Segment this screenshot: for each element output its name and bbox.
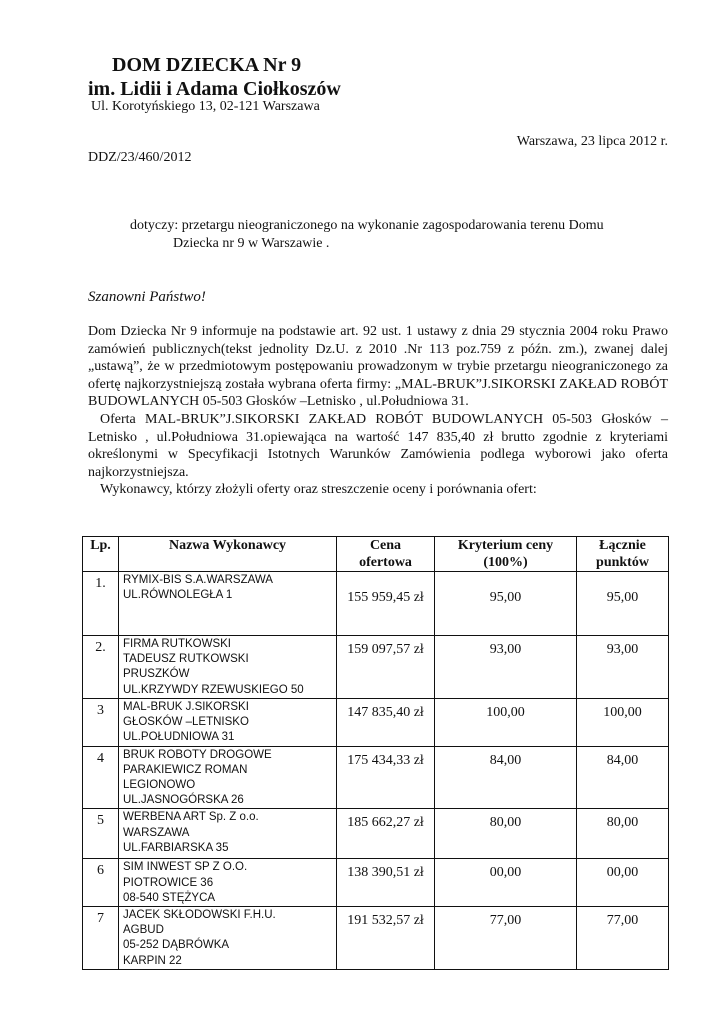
contractor-name-line: GŁOSKÓW –LETNISKO — [123, 716, 249, 729]
contractor-name-line: MAL-BRUK J.SIKORSKI — [123, 701, 249, 713]
contractor-name-line: UL.FARBIARSKA 35 — [123, 841, 229, 854]
row-criterion-score: 93,00 — [435, 636, 577, 699]
contractor-name-line: SIM INWEST SP Z O.O. — [123, 861, 248, 874]
contractor-name-line: UL.POŁUDNIOWA 31 — [123, 731, 235, 744]
header-criterion-line1: Kryterium ceny — [457, 538, 554, 553]
row-contractor-name — [119, 746, 337, 809]
row-lp: 6 — [83, 859, 119, 907]
contractor-name-line: TADEUSZ RUTKOWSKI — [123, 653, 249, 666]
contractor-name-line: BRUK ROBOTY DROGOWE — [123, 748, 272, 761]
paragraph-offer: Oferta MAL-BRUK”J.SIKORSKI ZAKŁAD ROBÓT BUDOWLANYCH 05-503 Głosków – Letnisko , ul.Południowa 31.opiewająca na wartość 147 835,40 zł brutto zgodnie z kryteriami określonymi w Specyfikacji Istotnych Warunków Zamówienia podlega wyborowi jako oferta najkorzystniejsza. — [88, 411, 668, 480]
contractor-name-line: 05-252 DĄBRÓWKA — [123, 939, 230, 952]
row-contractor-name — [119, 859, 337, 907]
subject-line-2: Dziecka nr 9 w Warszawie . — [173, 236, 330, 251]
contractor-name-line: UL.KRZYWDY RZEWUSKIEGO 50 — [123, 683, 304, 696]
row-lp: 4 — [83, 746, 119, 809]
contractor-name-line: RYMIX-BIS S.A.WARSZAWA — [123, 574, 273, 586]
contractor-name-line: FIRMA RUTKOWSKI — [123, 638, 231, 650]
contractor-name-line: PIOTROWICE 36 — [123, 876, 214, 889]
institution-address: Ul. Korotyńskiego 13, 02-121 Warszawa — [91, 99, 320, 114]
contractor-name-line: WERBENA ART Sp. Z o.o. — [123, 811, 259, 824]
row-total-points: 95,00 — [577, 572, 669, 636]
contractor-name-line: KARPIN 22 — [123, 954, 182, 967]
greeting: Szanowni Państwo! — [88, 289, 206, 305]
row-lp: 5 — [83, 809, 119, 859]
contractor-name-line: 08-540 STĘŻYCA — [123, 891, 216, 904]
header-lp: Lp. — [83, 537, 119, 572]
row-lp: 3 — [83, 699, 119, 747]
row-lp: 7 — [83, 907, 119, 970]
row-contractor-name — [119, 572, 337, 636]
row-lp: 1. — [83, 572, 119, 636]
header-total-line1: Łącznie — [599, 538, 646, 553]
table-row — [83, 859, 669, 907]
contractor-name-line: WARSZAWA — [123, 826, 190, 839]
header-name: Nazwa Wykonawcy — [119, 537, 337, 572]
row-price: 191 532,57 zł — [337, 907, 435, 970]
table-row — [83, 746, 669, 809]
row-total-points: 93,00 — [577, 636, 669, 699]
header-price — [337, 537, 435, 572]
row-price: 138 390,51 zł — [337, 859, 435, 907]
table-header-row — [83, 537, 669, 572]
letter-date: Warszawa, 23 lipca 2012 r. — [516, 134, 668, 149]
offers-table — [82, 536, 669, 970]
row-total-points: 00,00 — [577, 859, 669, 907]
subject-line-1: dotyczy: przetargu nieograniczonego na wykonanie zagospodarowania terenu Domu — [130, 218, 604, 233]
table-row — [83, 907, 669, 970]
row-criterion-score: 100,00 — [435, 699, 577, 747]
institution-patron: im. Lidii i Adama Ciołkoszów — [88, 78, 341, 100]
row-price: 147 835,40 zł — [337, 699, 435, 747]
contractor-name-line: UL.JASNOGÓRSKA 26 — [123, 794, 244, 807]
header-total-line2: punktów — [596, 555, 649, 570]
row-total-points: 80,00 — [577, 809, 669, 859]
contractor-name-line: LEGIONOWO — [123, 779, 196, 792]
table-row — [83, 572, 669, 636]
row-total-points: 84,00 — [577, 746, 669, 809]
row-contractor-name — [119, 809, 337, 859]
row-price: 155 959,45 zł — [337, 572, 435, 636]
row-price: 159 097,57 zł — [337, 636, 435, 699]
reference-number: DDZ/23/460/2012 — [88, 150, 192, 165]
paragraph-intro-table: Wykonawcy, którzy złożyli oferty oraz streszczenie oceny i porównania ofert: — [100, 482, 537, 498]
row-contractor-name — [119, 636, 337, 699]
row-total-points: 100,00 — [577, 699, 669, 747]
header-total — [577, 537, 669, 572]
header-criterion-line2: (100%) — [483, 555, 528, 570]
row-total-points: 77,00 — [577, 907, 669, 970]
contractor-name-line: PARAKIEWICZ ROMAN — [123, 763, 248, 776]
row-lp: 2. — [83, 636, 119, 699]
contractor-name-line: JACEK SKŁODOWSKI F.H.U. — [123, 909, 276, 922]
letter-body — [88, 323, 668, 499]
row-criterion-score: 84,00 — [435, 746, 577, 809]
header-price-line1: Cena — [369, 538, 402, 553]
table-row — [83, 636, 669, 699]
contractor-name-line: PRUSZKÓW — [123, 668, 190, 681]
row-price: 175 434,33 zł — [337, 746, 435, 809]
paragraph-decision: Dom Dziecka Nr 9 informuje na podstawie art. 92 ust. 1 ustawy z dnia 29 stycznia 2004 roku Prawo zamówień publicznych(tekst jednolity Dz.U. z 2010 .Nr 113 poz.759 z późn. zm.), zwanej dalej „ustawą”, że w przedmiotowym postępowaniu prowadzonym w trybie przetargu nieograniczonego za ofertę najkorzystniejszą została wybrana oferta firmy: „MAL-BRUK”J.SIKORSKI ZAKŁAD ROBÓT BUDOWLANYCH 05-503 Głosków –Letnisko , ul.Południowa 31. — [88, 324, 668, 410]
row-criterion-score: 00,00 — [435, 859, 577, 907]
header-price-line2: ofertowa — [359, 555, 412, 570]
row-criterion-score: 77,00 — [435, 907, 577, 970]
institution-name: DOM DZIECKA Nr 9 — [112, 54, 302, 76]
row-criterion-score: 95,00 — [435, 572, 577, 636]
row-contractor-name — [119, 907, 337, 970]
row-contractor-name — [119, 699, 337, 747]
header-criterion — [435, 537, 577, 572]
table-row — [83, 809, 669, 859]
row-criterion-score: 80,00 — [435, 809, 577, 859]
table-row — [83, 699, 669, 747]
row-price: 185 662,27 zł — [337, 809, 435, 859]
contractor-name-line: UL.RÓWNOLEGŁA 1 — [123, 589, 233, 602]
contractor-name-line: AGBUD — [123, 924, 164, 937]
